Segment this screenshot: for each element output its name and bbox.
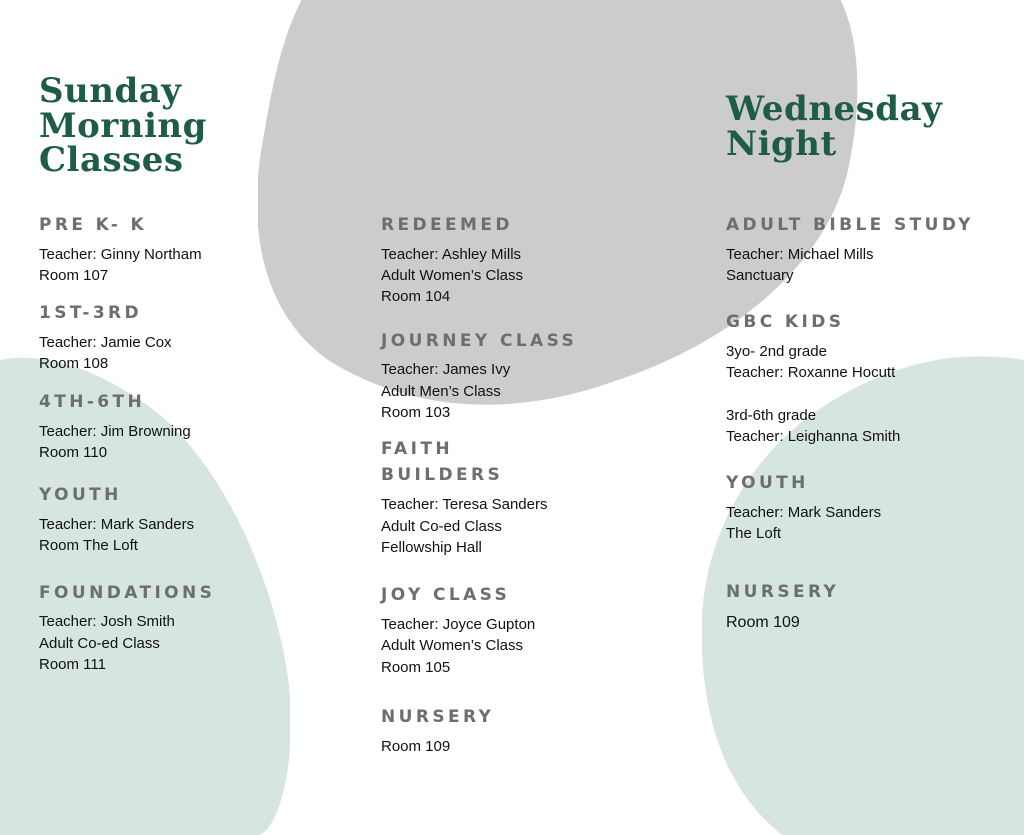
sunday-title-line-1: Sunday (39, 71, 182, 111)
class-detail: Room 109 (726, 614, 800, 631)
class-detail: 3yo- 2nd grade (726, 343, 827, 360)
class-heading: YOUTH (726, 473, 809, 493)
class-heading: 1ST-3RD (39, 303, 143, 323)
class-detail: Teacher: Josh Smith (39, 613, 175, 630)
class-heading: YOUTH (39, 485, 122, 505)
class-detail: The Loft (726, 525, 782, 542)
class-detail: Room 104 (381, 288, 451, 305)
class-detail: Adult Co-ed Class (39, 635, 160, 652)
class-detail: Adult Men’s Class (381, 383, 501, 400)
class-heading: BUILDERS (381, 465, 504, 485)
wednesday-title-line-2: Night (726, 123, 837, 164)
class-detail: 3rd-6th grade (726, 407, 817, 424)
class-detail: Teacher: Jamie Cox (39, 334, 172, 351)
class-detail: Teacher: Mark Sanders (726, 504, 882, 521)
class-detail: Sanctuary (726, 267, 794, 284)
class-detail: Room The Loft (39, 537, 138, 554)
class-heading: REDEEMED (381, 215, 513, 235)
class-heading: NURSERY (726, 582, 840, 602)
class-detail: Adult Women’s Class (381, 637, 524, 654)
class-heading: JOURNEY CLASS (381, 331, 578, 351)
class-heading: NURSERY (381, 707, 495, 727)
class-detail: Adult Women’s Class (381, 267, 524, 284)
class-heading: GBC KIDS (726, 312, 845, 332)
class-heading: JOY CLASS (381, 585, 511, 605)
class-detail: Room 105 (381, 659, 451, 676)
class-detail: Teacher: James Ivy (381, 361, 511, 378)
class-detail: Teacher: Roxanne Hocutt (726, 364, 896, 381)
class-detail: Teacher: Michael Mills (726, 246, 874, 263)
class-detail: Teacher: Jim Browning (39, 423, 191, 440)
sunday-title-line-2: Morning (39, 105, 207, 146)
class-detail: Adult Co-ed Class (381, 518, 502, 535)
class-heading: 4TH-6TH (39, 392, 146, 412)
class-detail: Teacher: Joyce Gupton (381, 616, 536, 633)
class-detail: Teacher: Leighanna Smith (726, 428, 901, 445)
class-detail: Teacher: Ginny Northam (39, 246, 202, 263)
class-detail: Room 109 (381, 738, 451, 755)
wednesday-night-title (726, 89, 943, 164)
class-heading: FOUNDATIONS (39, 583, 216, 603)
wednesday-title-line-1: Wednesday (726, 89, 943, 129)
class-detail: Room 108 (39, 355, 109, 372)
class-detail: Room 107 (39, 267, 109, 284)
class-detail: Teacher: Ashley Mills (381, 246, 522, 263)
class-detail: Room 103 (381, 404, 451, 421)
sunday-title-line-3: Classes (39, 140, 184, 181)
class-detail: Teacher: Mark Sanders (39, 516, 195, 533)
class-detail: Teacher: Teresa Sanders (381, 496, 548, 513)
class-heading: PRE K- K (39, 215, 148, 235)
class-detail: Room 110 (39, 444, 108, 461)
class-detail: Fellowship Hall (381, 539, 482, 556)
class-heading: ADULT BIBLE STUDY (726, 215, 974, 235)
class-detail: Room 111 (39, 656, 106, 673)
class-heading: FAITH (381, 439, 453, 459)
sunday-morning-title (39, 71, 207, 181)
